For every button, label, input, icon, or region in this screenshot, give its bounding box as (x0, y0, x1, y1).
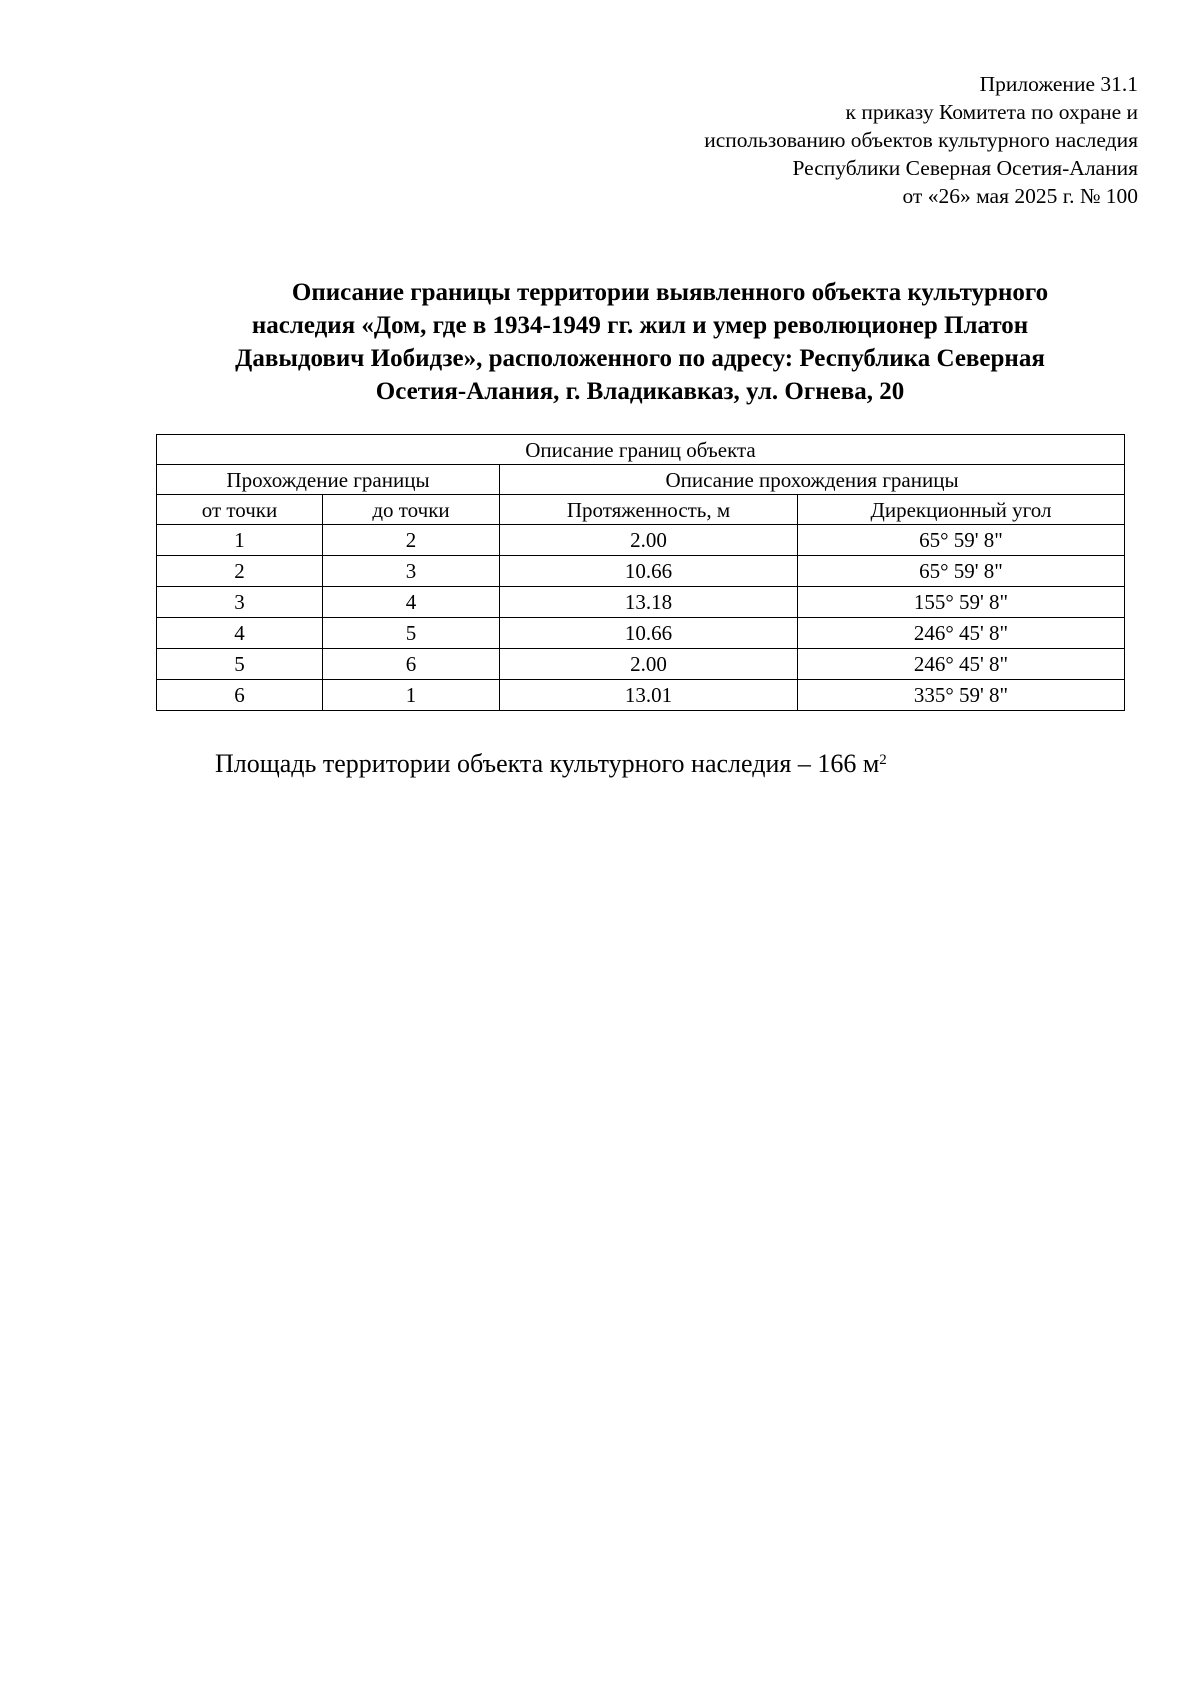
document-title (160, 276, 1120, 408)
appendix-line: от «26» мая 2025 г. № 100 (902, 184, 1138, 208)
appendix-line: использованию объектов культурного наследия (704, 128, 1138, 152)
cell-to-point: 5 (323, 618, 500, 649)
table-caption: Описание границ объекта (157, 435, 1125, 465)
appendix-header (438, 70, 1138, 210)
cell-to-point: 6 (323, 649, 500, 680)
group-header-description: Описание прохождения границы (500, 465, 1125, 495)
table-row (157, 525, 1125, 556)
cell-from-point: 2 (157, 556, 323, 587)
cell-direction-angle: 65° 59' 8" (798, 556, 1125, 587)
cell-to-point: 4 (323, 587, 500, 618)
appendix-line: Республики Северная Осетия-Алания (792, 156, 1138, 180)
boundary-table (156, 434, 1125, 711)
table-column-header-row (157, 495, 1125, 525)
table-row (157, 587, 1125, 618)
cell-length: 10.66 (500, 556, 798, 587)
cell-length: 13.01 (500, 680, 798, 711)
table-group-header-row (157, 465, 1125, 495)
appendix-line: Приложение 31.1 (979, 72, 1138, 96)
cell-length: 2.00 (500, 525, 798, 556)
area-statement (215, 748, 887, 780)
title-line: наследия «Дом, где в 1934-1949 гг. жил и умер революционер Платон (251, 312, 1029, 339)
table-caption-row (157, 435, 1125, 465)
table-row (157, 680, 1125, 711)
cell-to-point: 2 (323, 525, 500, 556)
cell-to-point: 3 (323, 556, 500, 587)
column-header-direction-angle: Дирекционный угол (798, 495, 1125, 525)
cell-from-point: 4 (157, 618, 323, 649)
cell-direction-angle: 155° 59' 8" (798, 587, 1125, 618)
appendix-line: к приказу Комитета по охране и (845, 100, 1138, 124)
cell-length: 13.18 (500, 587, 798, 618)
cell-direction-angle: 65° 59' 8" (798, 525, 1125, 556)
cell-to-point: 1 (323, 680, 500, 711)
table-row (157, 618, 1125, 649)
cell-direction-angle: 246° 45' 8" (798, 618, 1125, 649)
column-header-to-point: до точки (323, 495, 500, 525)
title-line: Описание границы территории выявленного объекта культурного (291, 279, 1049, 306)
area-unit-superscript: 2 (879, 752, 887, 768)
cell-length: 2.00 (500, 649, 798, 680)
cell-from-point: 1 (157, 525, 323, 556)
cell-direction-angle: 246° 45' 8" (798, 649, 1125, 680)
table-row (157, 649, 1125, 680)
cell-from-point: 5 (157, 649, 323, 680)
area-text: Площадь территории объекта культурного наследия – 166 м (215, 749, 880, 778)
title-line: Осетия-Алания, г. Владикавказ, ул. Огнева, 20 (375, 378, 905, 405)
cell-direction-angle: 335° 59' 8" (798, 680, 1125, 711)
title-line: Давыдович Иобидзе», расположенного по адресу: Республика Северная (235, 345, 1045, 372)
cell-length: 10.66 (500, 618, 798, 649)
cell-from-point: 6 (157, 680, 323, 711)
cell-from-point: 3 (157, 587, 323, 618)
column-header-from-point: от точки (157, 495, 323, 525)
table-row (157, 556, 1125, 587)
column-header-length: Протяженность, м (500, 495, 798, 525)
group-header-passage: Прохождение границы (157, 465, 500, 495)
